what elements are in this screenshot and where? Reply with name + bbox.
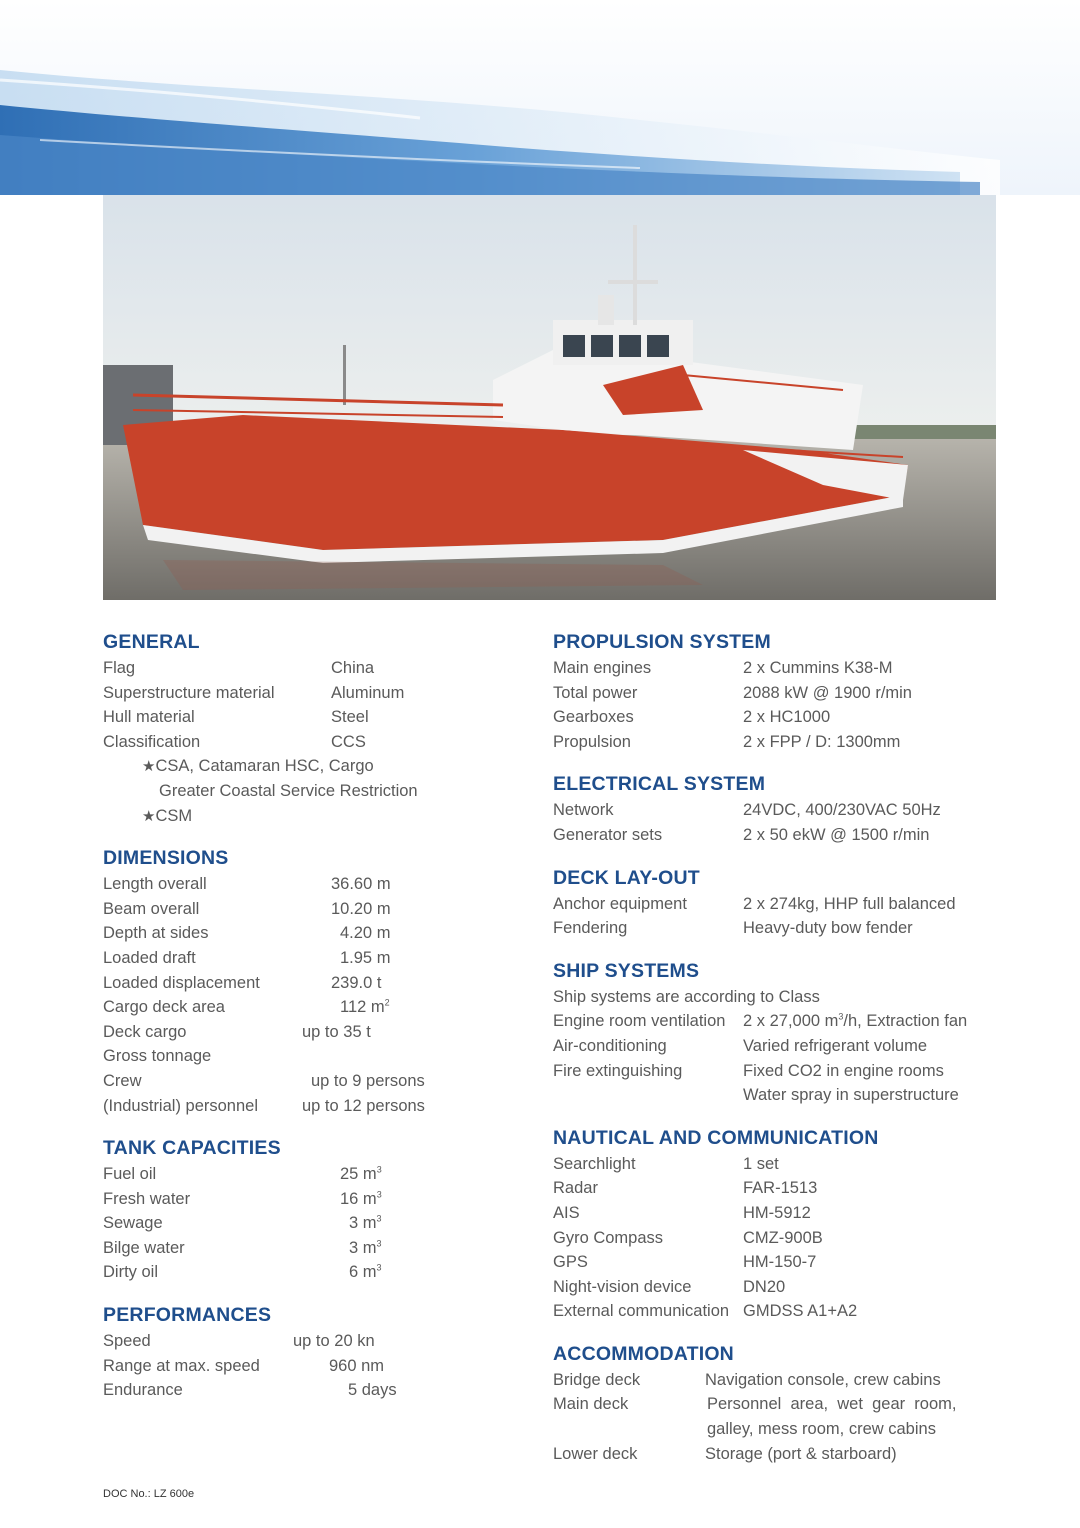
section-title-dimensions: DIMENSIONS — [103, 847, 229, 870]
spec-label: Main engines — [553, 659, 652, 677]
spec-label: Cargo deck area — [103, 998, 225, 1017]
spec-value: 2 x 50 ekW @ 1500 r/min — [743, 825, 930, 844]
spec-value: CCS — [331, 732, 366, 751]
spec-label: Flag — [103, 659, 136, 677]
spec-row — [103, 1162, 523, 1187]
spec-row — [103, 1094, 523, 1119]
unit-exponent: 3 — [838, 1011, 844, 1022]
spec-label: Total power — [553, 683, 638, 702]
section-title-deck: DECK LAY-OUT — [553, 866, 700, 889]
section-title-performances: PERFORMANCES — [103, 1304, 272, 1327]
spec-value: up to 9 persons — [311, 1071, 425, 1090]
spec-label: Anchor equipment — [553, 894, 687, 913]
header-wave-banner — [0, 0, 1080, 195]
spec-row — [553, 1368, 993, 1393]
spec-value: Storage (port & starboard) — [705, 1444, 897, 1463]
spec-label: Fresh water — [103, 1189, 191, 1208]
ship-systems-intro — [553, 985, 993, 1010]
section-title-general: GENERAL — [103, 631, 200, 653]
spec-value: 24VDC, 400/230VAC 50Hz — [743, 801, 941, 820]
spec-label: Loaded draft — [103, 948, 196, 967]
unit-exponent: 3 — [376, 1189, 382, 1200]
spec-label: Fuel oil — [103, 1165, 157, 1184]
spec-row — [103, 730, 523, 755]
spec-value: Aluminum — [331, 683, 405, 702]
spec-row — [553, 681, 993, 706]
class-note-text: CSM — [155, 806, 193, 825]
spec-label: Endurance — [103, 1381, 183, 1400]
unit-exponent: 2 — [384, 997, 390, 1008]
spec-row — [103, 705, 523, 730]
spec-value: HM-150-7 — [743, 1253, 817, 1272]
spec-label: GPS — [553, 1253, 588, 1272]
section-title-electrical: ELECTRICAL SYSTEM — [553, 773, 766, 796]
spec-row — [553, 892, 993, 917]
spec-row — [103, 656, 523, 681]
spec-label: Beam overall — [103, 899, 200, 918]
spec-row — [553, 1275, 993, 1300]
spec-value: 5 days — [348, 1381, 397, 1400]
spec-row — [103, 1378, 523, 1403]
class-note-text: Greater Coastal Service Restriction — [159, 781, 418, 800]
intro-text: Ship systems are according to Class — [553, 987, 820, 1006]
unit-exponent: 3 — [376, 1213, 382, 1224]
section-title-nautical: NAUTICAL AND COMMUNICATION — [553, 1126, 879, 1149]
spec-value: Steel — [331, 708, 369, 727]
spec-label: AIS — [553, 1203, 580, 1222]
class-note — [103, 754, 523, 779]
section-dimensions — [103, 844, 523, 1118]
spec-label: Dirty oil — [103, 1263, 159, 1282]
spec-label: Range at max. speed — [103, 1356, 260, 1375]
spec-row — [103, 1020, 523, 1045]
spec-label: Loaded displacement — [103, 973, 260, 992]
spec-row — [553, 916, 993, 941]
section-ship-systems — [553, 957, 993, 1108]
spec-label: Hull material — [103, 708, 195, 727]
spec-value: 239.0 t — [331, 973, 382, 992]
spec-row — [553, 730, 993, 755]
spec-row — [103, 1211, 523, 1236]
spec-label: Superstructure material — [103, 683, 275, 702]
spec-row — [553, 1417, 993, 1442]
spec-row — [553, 1299, 993, 1324]
section-performances — [103, 1301, 523, 1403]
spec-row — [553, 1059, 993, 1084]
spec-value: 36.60 m — [331, 875, 391, 894]
spec-label: Generator sets — [553, 825, 663, 844]
spec-row — [553, 1250, 993, 1275]
spec-value: 4.20 m — [340, 924, 391, 943]
spec-value: 112 m — [340, 998, 385, 1017]
class-note — [103, 779, 523, 804]
unit-exponent: 3 — [376, 1164, 382, 1175]
spec-row — [103, 872, 523, 897]
spec-value: 10.20 m — [331, 899, 391, 918]
spec-value: Heavy-duty bow fender — [743, 919, 913, 938]
section-title-ship-systems: SHIP SYSTEMS — [553, 959, 700, 982]
spec-row — [553, 1152, 993, 1177]
spec-label: Air-conditioning — [553, 1036, 667, 1055]
section-tank-capacities — [103, 1134, 523, 1285]
spec-value: up to 35 t — [302, 1022, 371, 1041]
spec-label: Crew — [103, 1071, 142, 1090]
section-title-propulsion: PROPULSION SYSTEM — [553, 631, 771, 653]
spec-label: Sewage — [103, 1214, 163, 1233]
spec-value: 25 m — [340, 1165, 377, 1184]
spec-value: Navigation console, crew cabins — [705, 1370, 941, 1389]
spec-value: DN20 — [743, 1277, 786, 1296]
spec-label: Gross tonnage — [103, 1047, 212, 1066]
spec-value: CMZ-900B — [743, 1228, 823, 1247]
spec-row — [553, 1442, 993, 1467]
spec-value: Varied refrigerant volume — [743, 1036, 928, 1055]
right-column — [553, 628, 993, 1466]
spec-value: up to 12 persons — [302, 1096, 425, 1115]
spec-row — [103, 1236, 523, 1261]
spec-label: Fire extinguishing — [553, 1061, 683, 1080]
spec-label: Classification — [103, 732, 201, 751]
spec-row — [553, 1201, 993, 1226]
spec-label: Gearboxes — [553, 708, 634, 727]
spec-row — [103, 1187, 523, 1212]
section-nautical — [553, 1124, 993, 1324]
spec-value: 1 set — [743, 1154, 779, 1173]
spec-row — [103, 971, 523, 996]
spec-row — [553, 1083, 993, 1108]
spec-label: Main deck — [553, 1395, 629, 1414]
spec-value: 16 m — [340, 1189, 377, 1208]
spec-row — [553, 1176, 993, 1201]
section-deck-layout — [553, 864, 993, 941]
spec-value: GMDSS A1+A2 — [743, 1302, 858, 1321]
spec-label: Network — [553, 801, 614, 820]
spec-value: 2 x FPP / D: 1300mm — [743, 732, 901, 751]
spec-row — [553, 798, 993, 823]
spec-value: 2 x 27,000 m — [743, 1012, 839, 1031]
spec-value: HM-5912 — [743, 1203, 811, 1222]
section-title-tanks: TANK CAPACITIES — [103, 1137, 281, 1160]
spec-label: Fendering — [553, 919, 628, 938]
spec-label: Searchlight — [553, 1154, 636, 1173]
section-propulsion — [553, 628, 993, 754]
spec-label: Speed — [103, 1332, 151, 1351]
spec-row — [553, 1392, 993, 1417]
section-accommodation — [553, 1340, 993, 1466]
spec-row — [553, 823, 993, 848]
spec-label: Lower deck — [553, 1444, 638, 1463]
spec-label: Length overall — [103, 875, 207, 894]
spec-row — [103, 681, 523, 706]
spec-row — [103, 1044, 523, 1069]
spec-row — [553, 1034, 993, 1059]
unit-exponent: 3 — [376, 1262, 382, 1273]
spec-row — [553, 705, 993, 730]
spec-value: 3 m — [349, 1238, 377, 1257]
star-icon: ★ — [142, 758, 156, 776]
spec-value: 6 m — [349, 1263, 377, 1282]
spec-value: China — [331, 659, 375, 677]
spec-value: 2 x 274kg, HHP full balanced — [743, 894, 956, 913]
spec-value: Personnel area, wet gear room, — [707, 1395, 957, 1414]
left-column — [103, 628, 523, 1403]
spec-value: Fixed CO2 in engine rooms — [743, 1061, 944, 1080]
spec-row — [103, 946, 523, 971]
spec-row — [103, 897, 523, 922]
spec-row — [103, 1260, 523, 1285]
spec-row — [553, 1009, 993, 1034]
unit-exponent: 3 — [376, 1238, 382, 1249]
class-note-text: CSA, Catamaran HSC, Cargo — [155, 757, 374, 776]
spec-label: Engine room ventilation — [553, 1012, 726, 1031]
spec-value-suffix: /h, Extraction fan — [843, 1012, 968, 1031]
spec-value: galley, mess room, crew cabins — [707, 1420, 936, 1439]
spec-row — [103, 921, 523, 946]
spec-label: External communication — [553, 1302, 730, 1321]
spec-row — [553, 1226, 993, 1251]
section-title-accommodation: ACCOMMODATION — [553, 1342, 734, 1365]
spec-label: Bilge water — [103, 1238, 185, 1257]
document-number: DOC No.: LZ 600e — [103, 1488, 195, 1500]
spec-value: 1.95 m — [340, 948, 391, 967]
star-icon: ★ — [142, 807, 156, 825]
spec-row — [103, 1354, 523, 1379]
spec-label: Gyro Compass — [553, 1228, 664, 1247]
ship-photo — [103, 195, 996, 600]
spec-label: Bridge deck — [553, 1370, 641, 1389]
spec-label: (Industrial) personnel — [103, 1096, 258, 1115]
spec-row — [103, 1069, 523, 1094]
section-general — [103, 628, 523, 828]
spec-label: Night-vision device — [553, 1277, 692, 1296]
spec-value: 2 x Cummins K38-M — [743, 659, 893, 677]
spec-value: 960 nm — [329, 1356, 385, 1375]
section-electrical — [553, 770, 993, 847]
spec-value: up to 20 kn — [293, 1332, 375, 1351]
spec-label: Depth at sides — [103, 924, 209, 943]
spec-row — [103, 1329, 523, 1354]
spec-label: Deck cargo — [103, 1022, 187, 1041]
spec-row — [103, 995, 523, 1020]
class-note — [103, 804, 523, 829]
spec-value: Water spray in superstructure — [743, 1086, 959, 1105]
spec-row — [553, 656, 993, 681]
spec-label: Radar — [553, 1179, 598, 1198]
spec-value: 2 x HC1000 — [743, 708, 831, 727]
spec-value: 2088 kW @ 1900 r/min — [743, 683, 912, 702]
spec-value: 3 m — [349, 1214, 377, 1233]
spec-label: Propulsion — [553, 732, 631, 751]
spec-value: FAR-1513 — [743, 1179, 818, 1198]
